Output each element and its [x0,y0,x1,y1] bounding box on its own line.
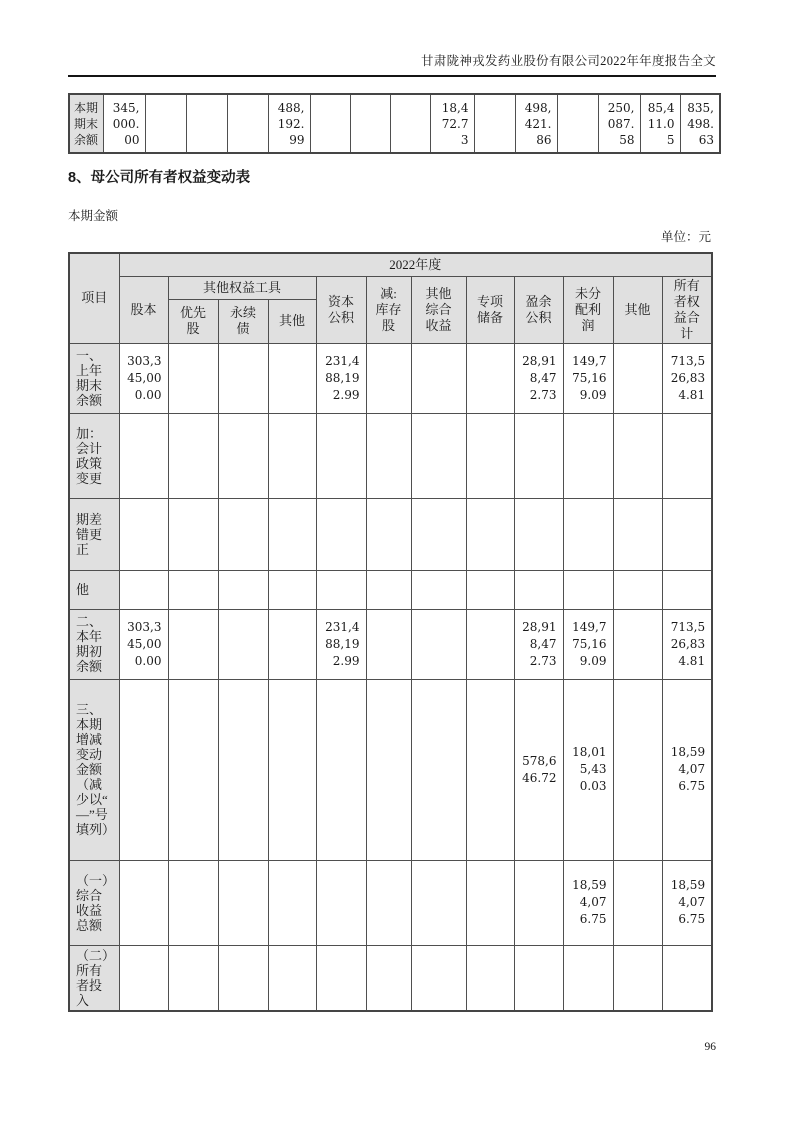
cell [218,679,268,860]
col-surplus-reserve: 盈余公积 [514,276,563,343]
cell [168,498,218,570]
cell [218,860,268,945]
cell [119,860,168,945]
cell [411,343,466,413]
cell [613,860,662,945]
cell [474,94,515,153]
cell [316,860,366,945]
cell [218,343,268,413]
cell [268,860,316,945]
carryover-table [68,93,721,154]
cell [145,94,186,153]
row-label: （二）所有者投入 [69,945,119,1011]
cell [466,498,514,570]
cell [466,570,514,609]
cell [168,609,218,679]
cell [168,413,218,498]
cell [613,343,662,413]
cell [466,860,514,945]
row-label: （一）综合收益总额 [69,860,119,945]
cell: 18,015,430.03 [563,679,613,860]
cell [218,498,268,570]
cell: 231,488,192.99 [316,609,366,679]
col-item: 项目 [69,253,119,343]
cell: 713,526,834.81 [662,609,712,679]
row-label: 二、本年期初余额 [69,609,119,679]
cell [218,945,268,1011]
cell [514,945,563,1011]
page-number: 96 [704,1041,716,1053]
cell: 345,000.00 [103,94,145,153]
table-row [69,609,712,679]
cell: 303,345,000.00 [119,609,168,679]
cell [557,94,598,153]
cell: 498,421.86 [515,94,557,153]
cell [514,860,563,945]
cell [613,498,662,570]
cell [366,343,411,413]
col-other: 其他 [613,276,662,343]
cell [613,679,662,860]
period-header: 2022年度 [119,253,712,276]
cell [218,413,268,498]
cell [514,413,563,498]
row-label: 本期期末余额 [69,94,103,153]
cell [168,679,218,860]
cell [613,609,662,679]
cell [411,498,466,570]
cell [119,498,168,570]
col-perpetual-bond: 永续债 [218,299,268,343]
col-special-reserve: 专项储备 [466,276,514,343]
row-label: 加：会计政策变更 [69,413,119,498]
cell [119,413,168,498]
cell [411,860,466,945]
header-row [69,276,712,299]
row-label: 三、本期增减变动金额（减少以“—”号填列） [69,679,119,860]
cell [168,860,218,945]
cell [466,679,514,860]
cell [186,94,227,153]
cell [218,609,268,679]
cell: 713,526,834.81 [662,343,712,413]
row-label: 一、上年期末余额 [69,343,119,413]
cell [466,609,514,679]
cell [411,679,466,860]
header-row [69,253,712,276]
cell [119,679,168,860]
col-capital-reserve: 资本公积 [316,276,366,343]
cell [268,343,316,413]
col-other-equity-instruments: 其他权益工具 [168,276,316,299]
cell [662,413,712,498]
col-less-treasury-stock: 减:库存股 [366,276,411,343]
cell: 28,918,472.73 [514,609,563,679]
cell [366,413,411,498]
cell [662,570,712,609]
cell [390,94,430,153]
cell [613,413,662,498]
cell [168,343,218,413]
cell: 250,087.58 [598,94,640,153]
cell [316,413,366,498]
col-other-comprehensive-income: 其他综合收益 [411,276,466,343]
cell [268,679,316,860]
cell [662,498,712,570]
cell [514,570,563,609]
cell [366,679,411,860]
cell [466,413,514,498]
cell [268,498,316,570]
table-row [69,945,712,1011]
unit-label: 单位：元 [660,230,711,244]
cell: 85,411.05 [640,94,680,153]
col-preferred-stock: 优先股 [168,299,218,343]
cell [119,570,168,609]
section-heading: 8、母公司所有者权益变动表 [68,170,251,186]
table-row [69,570,712,609]
cell [411,609,466,679]
cell [466,343,514,413]
cell [366,860,411,945]
page-header-title: 甘肃陇神戎发药业股份有限公司2022年年度报告全文 [68,51,716,77]
cell: 149,775,169.09 [563,609,613,679]
cell [563,413,613,498]
table-row [69,413,712,498]
cell [366,945,411,1011]
row-label: 他 [69,570,119,609]
col-share-capital: 股本 [119,276,168,343]
table-row [69,679,712,860]
cell [662,945,712,1011]
cell [316,945,366,1011]
cell: 488,192.99 [268,94,310,153]
cell [411,570,466,609]
cell [218,570,268,609]
row-label: 期差错更正 [69,498,119,570]
table-row [69,343,712,413]
table-row [69,94,720,153]
cell [119,945,168,1011]
cell [316,570,366,609]
cell [613,945,662,1011]
cell: 149,775,169.09 [563,343,613,413]
cell [366,570,411,609]
cell [466,945,514,1011]
cell: 231,488,192.99 [316,343,366,413]
cell [563,945,613,1011]
cell: 303,345,000.00 [119,343,168,413]
cell [268,413,316,498]
cell [227,94,268,153]
cell [350,94,390,153]
cell [268,609,316,679]
equity-change-table [68,252,713,1012]
cell [514,498,563,570]
cell [563,570,613,609]
cell [310,94,350,153]
subsection-label: 本期金额 [68,209,119,223]
cell [268,945,316,1011]
cell: 18,594,076.75 [662,679,712,860]
col-total-owners-equity: 所有者权益合计 [662,276,712,343]
cell: 578,646.72 [514,679,563,860]
cell [411,945,466,1011]
cell: 28,918,472.73 [514,343,563,413]
cell [316,679,366,860]
cell [168,570,218,609]
col-undistributed-profit: 未分配利润 [563,276,613,343]
table-row [69,860,712,945]
cell: 18,472.73 [430,94,474,153]
cell: 835,498.63 [680,94,720,153]
cell [366,609,411,679]
cell [316,498,366,570]
col-other-equity-other: 其他 [268,299,316,343]
cell [366,498,411,570]
cell [411,413,466,498]
cell [168,945,218,1011]
cell: 18,594,076.75 [563,860,613,945]
cell [563,498,613,570]
cell: 18,594,076.75 [662,860,712,945]
table-row [69,498,712,570]
cell [268,570,316,609]
cell [613,570,662,609]
